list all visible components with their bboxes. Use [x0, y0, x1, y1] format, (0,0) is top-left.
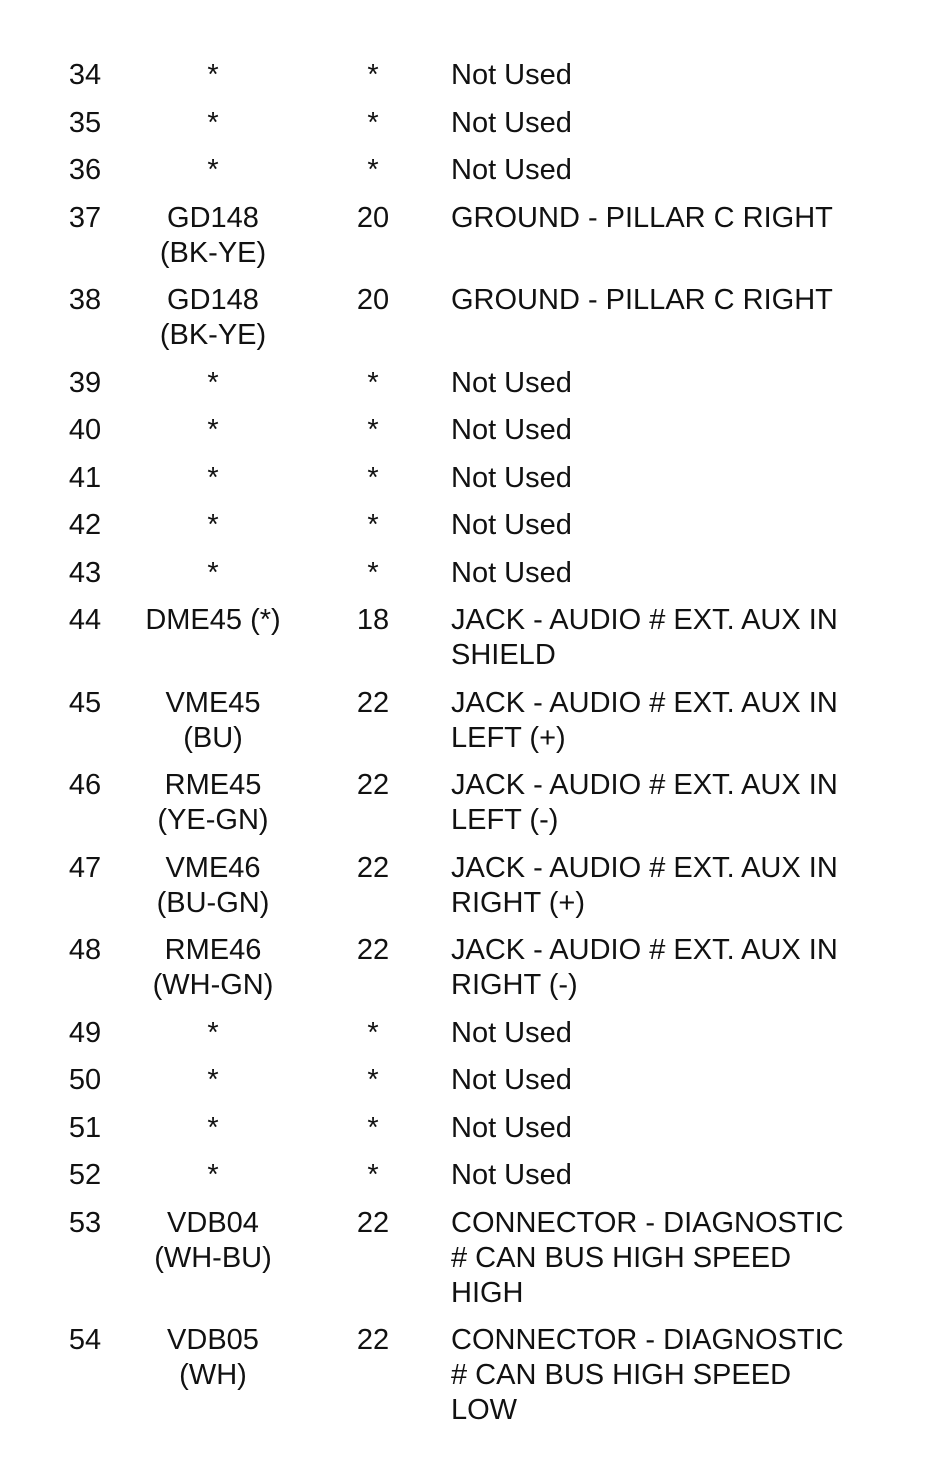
circuit-code: GD148 (BK-YE) [159, 201, 267, 269]
table-row [0, 603, 951, 673]
table-row [0, 1323, 951, 1428]
pin-number: 46 [68, 769, 102, 801]
circuit-code: RME45 (YE-GN) [157, 769, 269, 836]
table-row [0, 1063, 951, 1098]
pin-number: 47 [68, 851, 102, 884]
wire-gauge: * [367, 59, 379, 91]
pin-number: 48 [68, 934, 102, 966]
circuit-function: Not Used [451, 461, 572, 494]
table-row [0, 851, 951, 921]
circuit-function: JACK - AUDIO # EXT. AUX IN LEFT (-) [451, 769, 838, 836]
pin-number: 52 [68, 1159, 102, 1191]
circuit-function: Not Used [451, 366, 572, 399]
circuit-function: GROUND - PILLAR C RIGHT [451, 284, 833, 316]
table-row [0, 58, 951, 93]
circuit-code: VDB05 (WH) [167, 1324, 259, 1391]
wire-gauge: * [367, 1159, 379, 1191]
pin-number: 45 [68, 686, 102, 719]
table-row [0, 686, 951, 756]
circuit-function: Not Used [451, 154, 572, 186]
wire-gauge: 22 [356, 851, 390, 884]
table-row [0, 508, 951, 543]
circuit-code: * [207, 59, 219, 91]
wire-gauge: 22 [356, 686, 390, 719]
circuit-code: * [207, 509, 219, 541]
wire-gauge: 22 [356, 934, 390, 966]
circuit-function: JACK - AUDIO # EXT. AUX IN RIGHT (-) [451, 934, 838, 1001]
pin-number: 39 [68, 366, 102, 399]
circuit-function: JACK - AUDIO # EXT. AUX IN SHIELD [451, 604, 838, 671]
pin-number: 40 [68, 414, 102, 446]
pin-table [0, 58, 951, 1441]
circuit-function: Not Used [451, 1016, 572, 1049]
wire-gauge: 18 [356, 604, 390, 636]
circuit-function: GROUND - PILLAR C RIGHT [451, 201, 833, 234]
circuit-code: VME46 (BU-GN) [156, 851, 270, 919]
circuit-code: * [207, 366, 219, 399]
wire-gauge: * [367, 154, 379, 186]
circuit-code: * [207, 1016, 219, 1049]
circuit-code: * [207, 461, 219, 494]
circuit-code: * [207, 106, 219, 139]
table-row [0, 413, 951, 448]
pin-number: 49 [68, 1016, 102, 1049]
circuit-function: JACK - AUDIO # EXT. AUX IN LEFT (+) [451, 686, 838, 754]
circuit-code: * [207, 556, 219, 589]
wire-gauge: * [367, 1064, 379, 1096]
wire-gauge: * [367, 509, 379, 541]
circuit-code: GD148 (BK-YE) [159, 284, 267, 351]
pin-number: 37 [68, 201, 102, 234]
pin-number: 44 [68, 604, 102, 636]
circuit-code: VDB04 (WH-BU) [154, 1206, 272, 1274]
table-row [0, 768, 951, 838]
pin-number: 35 [68, 106, 102, 139]
circuit-function: Not Used [451, 1111, 572, 1144]
pin-number: 51 [68, 1111, 102, 1144]
circuit-function: CONNECTOR - DIAGNOSTIC # CAN BUS HIGH SPEED HIGH [451, 1206, 844, 1309]
pin-number: 41 [68, 461, 102, 494]
pin-number: 54 [68, 1324, 102, 1356]
table-row [0, 153, 951, 188]
wire-gauge: * [367, 1111, 379, 1144]
wire-gauge: 22 [356, 1206, 390, 1239]
wire-gauge: * [367, 414, 379, 446]
table-row [0, 1111, 951, 1146]
circuit-function: Not Used [451, 1064, 572, 1096]
wire-gauge: * [367, 556, 379, 589]
table-row [0, 366, 951, 401]
wire-gauge: 22 [356, 769, 390, 801]
circuit-code: * [207, 1111, 219, 1144]
circuit-function: JACK - AUDIO # EXT. AUX IN RIGHT (+) [451, 851, 838, 919]
table-row [0, 1016, 951, 1051]
pin-number: 43 [68, 556, 102, 589]
pin-number: 53 [68, 1206, 102, 1239]
circuit-function: Not Used [451, 414, 572, 446]
circuit-code: * [207, 154, 219, 186]
circuit-code: RME46 (WH-GN) [152, 934, 274, 1001]
circuit-function: CONNECTOR - DIAGNOSTIC # CAN BUS HIGH SPEED LOW [451, 1324, 844, 1426]
circuit-code: DME45 (*) [145, 604, 281, 636]
wire-gauge: * [367, 461, 379, 494]
pin-number: 42 [68, 509, 102, 541]
circuit-function: Not Used [451, 106, 572, 139]
wire-gauge: * [367, 366, 379, 399]
circuit-function: Not Used [451, 1159, 572, 1191]
circuit-code: * [207, 414, 219, 446]
wire-gauge: 22 [356, 1324, 390, 1356]
circuit-function: Not Used [451, 509, 572, 541]
pin-number: 38 [68, 284, 102, 316]
wire-gauge: 20 [356, 284, 390, 316]
table-row [0, 201, 951, 271]
table-row [0, 556, 951, 591]
table-row [0, 1158, 951, 1193]
circuit-code: VME45 (BU) [165, 686, 261, 754]
table-row [0, 1206, 951, 1311]
wire-gauge: * [367, 106, 379, 139]
table-row [0, 933, 951, 1003]
pin-number: 36 [68, 154, 102, 186]
table-row [0, 283, 951, 353]
wire-gauge: 20 [356, 201, 390, 234]
circuit-function: Not Used [451, 59, 572, 91]
circuit-function: Not Used [451, 556, 572, 589]
circuit-code: * [207, 1064, 219, 1096]
wire-gauge: * [367, 1016, 379, 1049]
pin-number: 34 [68, 59, 102, 91]
circuit-code: * [207, 1159, 219, 1191]
table-row [0, 106, 951, 141]
pin-number: 50 [68, 1064, 102, 1096]
table-row [0, 461, 951, 496]
